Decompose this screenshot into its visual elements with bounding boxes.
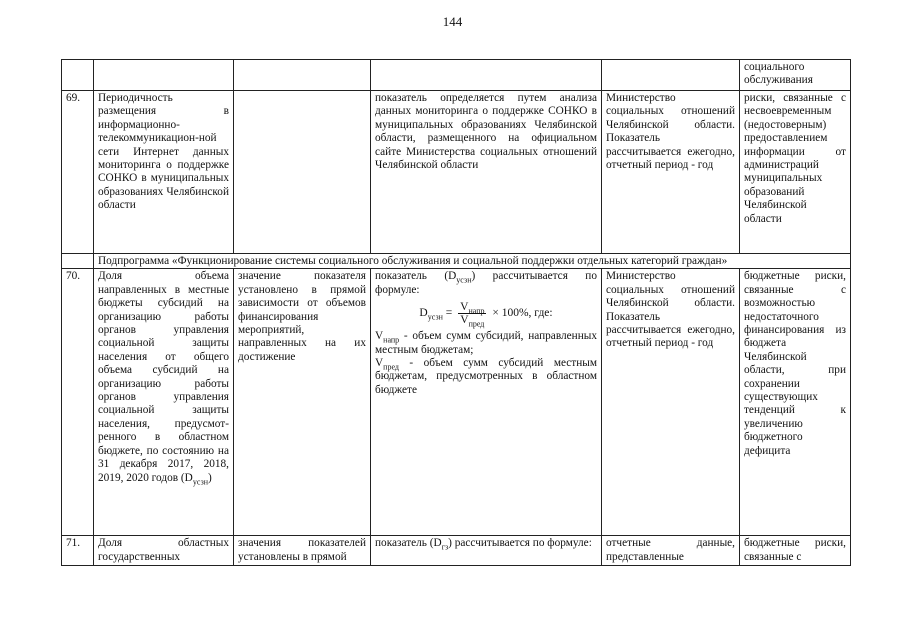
cell-num: 71. xyxy=(62,536,94,566)
cell-source: Министерство социальных отношений Челябинской области. Показатель рассчитывается ежегодно, отчетный период - год xyxy=(602,91,740,254)
cell-method xyxy=(371,269,602,536)
formula-lhs: $D_{усзн}$ xyxy=(419,307,443,322)
cell-source: отчетные данные, представленные xyxy=(602,536,740,566)
formula-denominator: $V_{пред}$ xyxy=(460,314,485,329)
cell-name: Доля объема направленных в местные бюджеты субсидий на организацию работы органов управления социальной защиты населения от общего объема субсидий на организацию работы органов управления социальной защиты населения, предусмот-ренного в областном бюджете, по состоянию на 31 декабря 2017, 2018, 2019, 2020 годов $(D_{усзн})$ xyxy=(94,269,234,536)
cell-risks: бюджетные риски, связанные с xyxy=(740,536,851,566)
cell-basis: значения показателей установлены в прямой xyxy=(234,536,371,566)
cell-method xyxy=(371,60,602,91)
method-intro: показатель $(D_{усзн})$ рассчитывается по формуле: xyxy=(375,270,597,296)
definition-vpred: $V_{пред}$ - объем сумм субсидий местным бюджетам, предусмотренных в областном бюджете xyxy=(375,357,597,396)
subprogram-title: Подпрограмма «Функционирование системы социального обслуживания и социальной поддержки отдельных категорий граждан» xyxy=(94,254,851,269)
cell-risks: бюджетные риски, связанные с возможностью недостаточного финансирования из бюджета Челябинской области, при сохранении существующих тенденций к увеличению бюджетного дефицита xyxy=(740,269,851,536)
cell-basis: значение показателя установлено в прямой зависимости от объемов финансирования мероприятий, направленных на их достижение xyxy=(234,269,371,536)
cell-num: 69. xyxy=(62,91,94,254)
formula xyxy=(375,301,597,329)
cell-basis xyxy=(234,60,371,91)
cell-method: показатель $(D_{гз})$ рассчитывается по формуле: xyxy=(371,536,602,566)
table-row-71 xyxy=(62,536,851,566)
cell-num xyxy=(62,254,94,269)
table-row-69 xyxy=(62,91,851,254)
cell-name: Доля областных государственных xyxy=(94,536,234,566)
definition-vnapr: $V_{напр}$ - объем сумм субсидий, направленных местным бюджетам; xyxy=(375,330,597,356)
formula-fraction xyxy=(458,301,486,329)
cell-num: 70. xyxy=(62,269,94,536)
formula-numerator: $V_{напр}$ xyxy=(460,301,485,316)
cell-name: Периодичность размещения в информационно-телекоммуникацион-ной сети Интернет данных мониторинга о поддержке СОНКО в муниципальных образованиях Челябинской области xyxy=(94,91,234,254)
cell-num xyxy=(62,60,94,91)
indicator-table xyxy=(61,59,851,566)
page-number: 144 xyxy=(442,14,463,29)
formula-equals: = xyxy=(442,307,456,320)
cell-method: показатель определяется путем анализа данных мониторинга о поддержке СОНКО в муниципальных образованиях Челябинской области, размещенного на официальном сайте Министерства социальных отношений Челябинской области xyxy=(371,91,602,254)
table-row-70 xyxy=(62,269,851,536)
cell-risks: риски, связанные с несвоевременным (недостоверным) предоставлением информации от администраций муниципальных образований Челябинской области xyxy=(740,91,851,254)
cell-source: Министерство социальных отношений Челябинской области. Показатель рассчитывается ежегодно, отчетный период - год xyxy=(602,269,740,536)
subprogram-row xyxy=(62,254,851,269)
cell-source xyxy=(602,60,740,91)
cell-name xyxy=(94,60,234,91)
table-row xyxy=(62,60,851,91)
cell-basis xyxy=(234,91,371,254)
cell-risks: социального обслуживания xyxy=(740,60,851,91)
formula-tail: × 100%, где: xyxy=(489,307,553,320)
